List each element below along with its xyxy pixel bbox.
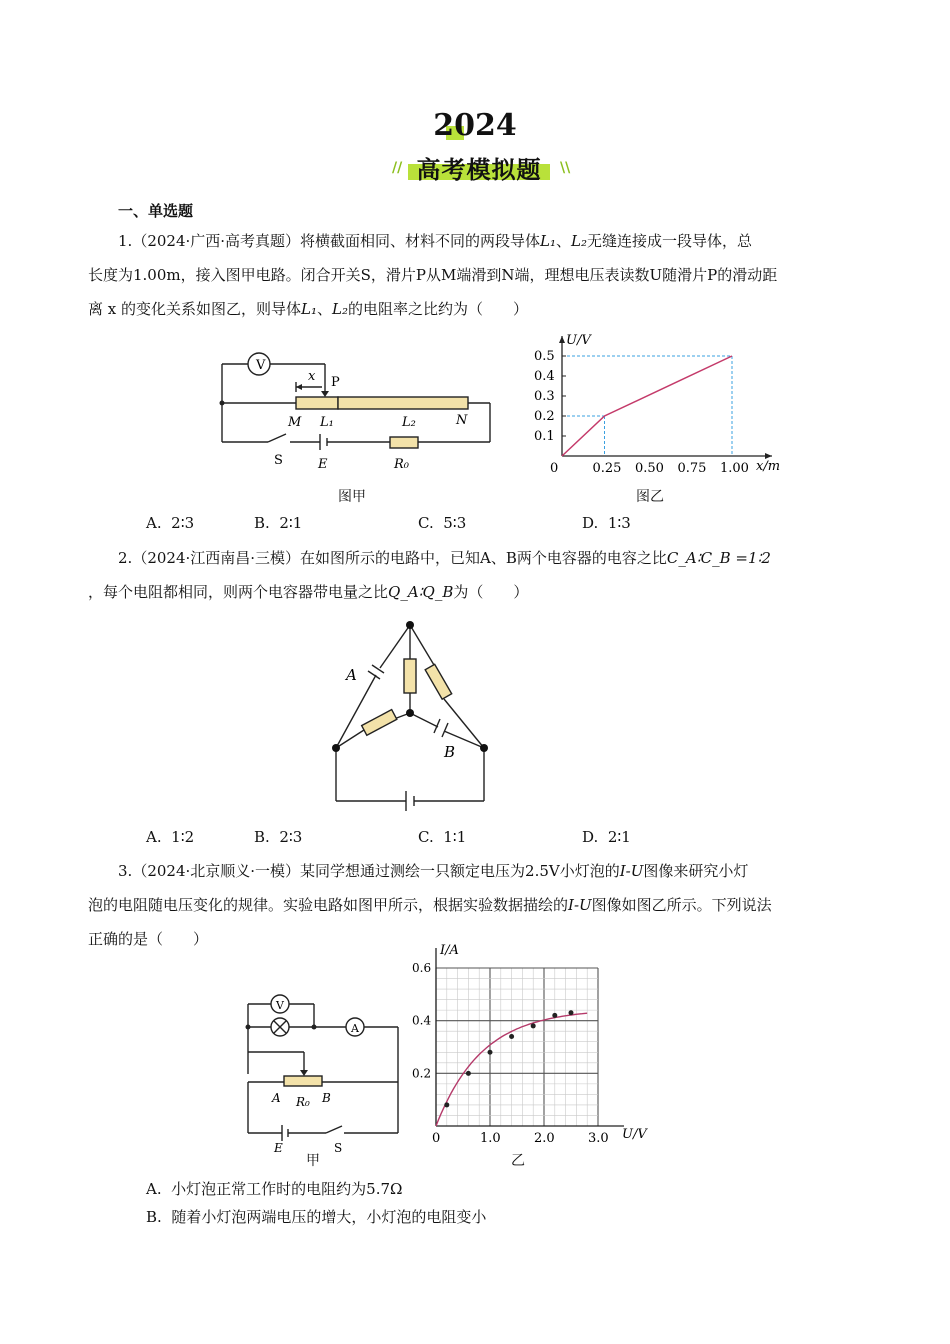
q2-option-b[interactable]: B. 2∶3: [254, 828, 303, 846]
header-year: 2024: [433, 108, 517, 143]
label-N: N: [456, 413, 468, 428]
label-end-a: A: [272, 1091, 281, 1105]
ammeter-label: A: [351, 1022, 359, 1035]
q1-ux-chart: [528, 328, 798, 478]
q2-option-d[interactable]: D. 2∶1: [582, 828, 631, 846]
label-E: E: [318, 457, 328, 472]
voltmeter-label: V: [276, 999, 284, 1012]
capacitor-b-label: B: [444, 743, 456, 761]
label-S: S: [274, 453, 283, 468]
q1-option-a[interactable]: A. 2∶3: [146, 514, 195, 532]
label-end-b: B: [322, 1091, 331, 1105]
question-2-text: 2.（2024·江西南昌·三模）在如图所示的电路中，已知A、B两个电容器的电容之比C_A∶C_B =1∶2 ，每个电阻都相同，则两个电容器带电量之比Q_A∶Q_B为（ ）: [88, 549, 771, 601]
x-tick-label: 0: [550, 461, 559, 476]
y-axis-label: I/A: [440, 943, 459, 958]
q2-option-a[interactable]: A. 1∶2: [146, 828, 195, 846]
data-point: [488, 1050, 493, 1055]
label-E: E: [274, 1141, 283, 1155]
y-tick-label: 0.4: [412, 1013, 432, 1028]
q2-option-c[interactable]: C. 1∶1: [418, 828, 467, 846]
q1-option-d[interactable]: D. 1∶3: [582, 514, 631, 532]
label-x: x: [308, 369, 316, 384]
q1-circuit-diagram: [210, 340, 510, 480]
x-tick-label: 2.0: [534, 1131, 555, 1146]
q3-fig-b-caption: 乙: [511, 1153, 525, 1169]
label-R0: R₀: [296, 1095, 310, 1109]
y-tick-label: 0.5: [534, 349, 555, 364]
data-point: [569, 1010, 574, 1015]
data-point: [444, 1102, 449, 1107]
data-point: [466, 1071, 471, 1076]
deco-slash-right: \\: [560, 160, 571, 176]
deco-slash-left: //: [392, 160, 403, 176]
x-tick-label: 1.00: [720, 461, 749, 476]
x-tick-label: 0: [432, 1131, 441, 1146]
label-L1: L₁: [320, 415, 334, 430]
x-axis-label: x/m: [756, 459, 781, 474]
x-tick-label: 0.25: [592, 461, 622, 476]
q2-circuit-diagram: [320, 615, 500, 835]
capacitor-a-label: A: [346, 666, 357, 684]
x-tick-label: 0.75: [677, 461, 707, 476]
y-axis-arrow: [559, 336, 565, 343]
y-tick-label: 0.1: [534, 429, 555, 444]
q3-option-a[interactable]: A. 小灯泡正常工作时的电阻约为5.7Ω: [146, 1180, 403, 1198]
x-tick-label: 1.0: [480, 1131, 501, 1146]
q3-circuit-diagram: [238, 990, 408, 1160]
y-axis-label: U/V: [566, 333, 591, 348]
label-S: S: [334, 1141, 343, 1155]
question-1-text: 1.（2024·广西·高考真题）将横截面相同、材料不同的两段导体L₁、L₂无缝连接成一段导体，总 长度为1.00m，接入图甲电路。闭合开关S，滑片P从M端滑到N端，理想电压表读数U随滑片P的滑动距 离 x 的变化关系如图乙，则导体L₁、L₂的电阻率之比约为（ ）: [88, 232, 778, 318]
y-tick-label: 0.2: [534, 409, 555, 424]
x-axis-label: U/V: [622, 1127, 647, 1142]
y-tick-label: 0.3: [534, 389, 555, 404]
series-line: [562, 356, 732, 456]
y-tick-label: 0.2: [412, 1066, 432, 1081]
question-3-text: 3.（2024·北京顺义·一模）某同学想通过测绘一只额定电压为2.5V小灯泡的I-U图像来研究小灯 泡的电阻随电压变化的规律。实验电路如图甲所示，根据实验数据描绘的I-U图像如图乙所示。下列说法 正确的是（ ）: [88, 862, 772, 948]
q1-fig-a-caption: 图甲: [338, 489, 366, 505]
q3-fig-a-caption: 甲: [306, 1153, 320, 1169]
y-tick-label: 0.4: [534, 369, 555, 384]
x-tick-label: 0.50: [635, 461, 664, 476]
label-R0: R₀: [394, 457, 409, 472]
page-title: 高考模拟题: [416, 156, 542, 184]
q3-iu-chart: [410, 940, 660, 1150]
data-point: [552, 1013, 557, 1018]
data-point: [509, 1034, 514, 1039]
q1-option-c[interactable]: C. 5∶3: [418, 514, 467, 532]
voltmeter-label: V: [256, 358, 266, 373]
q1-fig-b-caption: 图乙: [636, 489, 664, 505]
label-P: P: [331, 375, 340, 390]
q3-option-b[interactable]: B. 随着小灯泡两端电压的增大，小灯泡的电阻变小: [146, 1208, 487, 1226]
label-M: M: [288, 415, 302, 430]
label-L2: L₂: [402, 415, 416, 430]
x-tick-label: 3.0: [588, 1131, 609, 1146]
data-point: [531, 1023, 536, 1028]
header-title: [404, 150, 554, 182]
section-title: 一、单选题: [118, 202, 194, 220]
q1-option-b[interactable]: B. 2∶1: [254, 514, 303, 532]
y-tick-label: 0.6: [412, 961, 432, 975]
